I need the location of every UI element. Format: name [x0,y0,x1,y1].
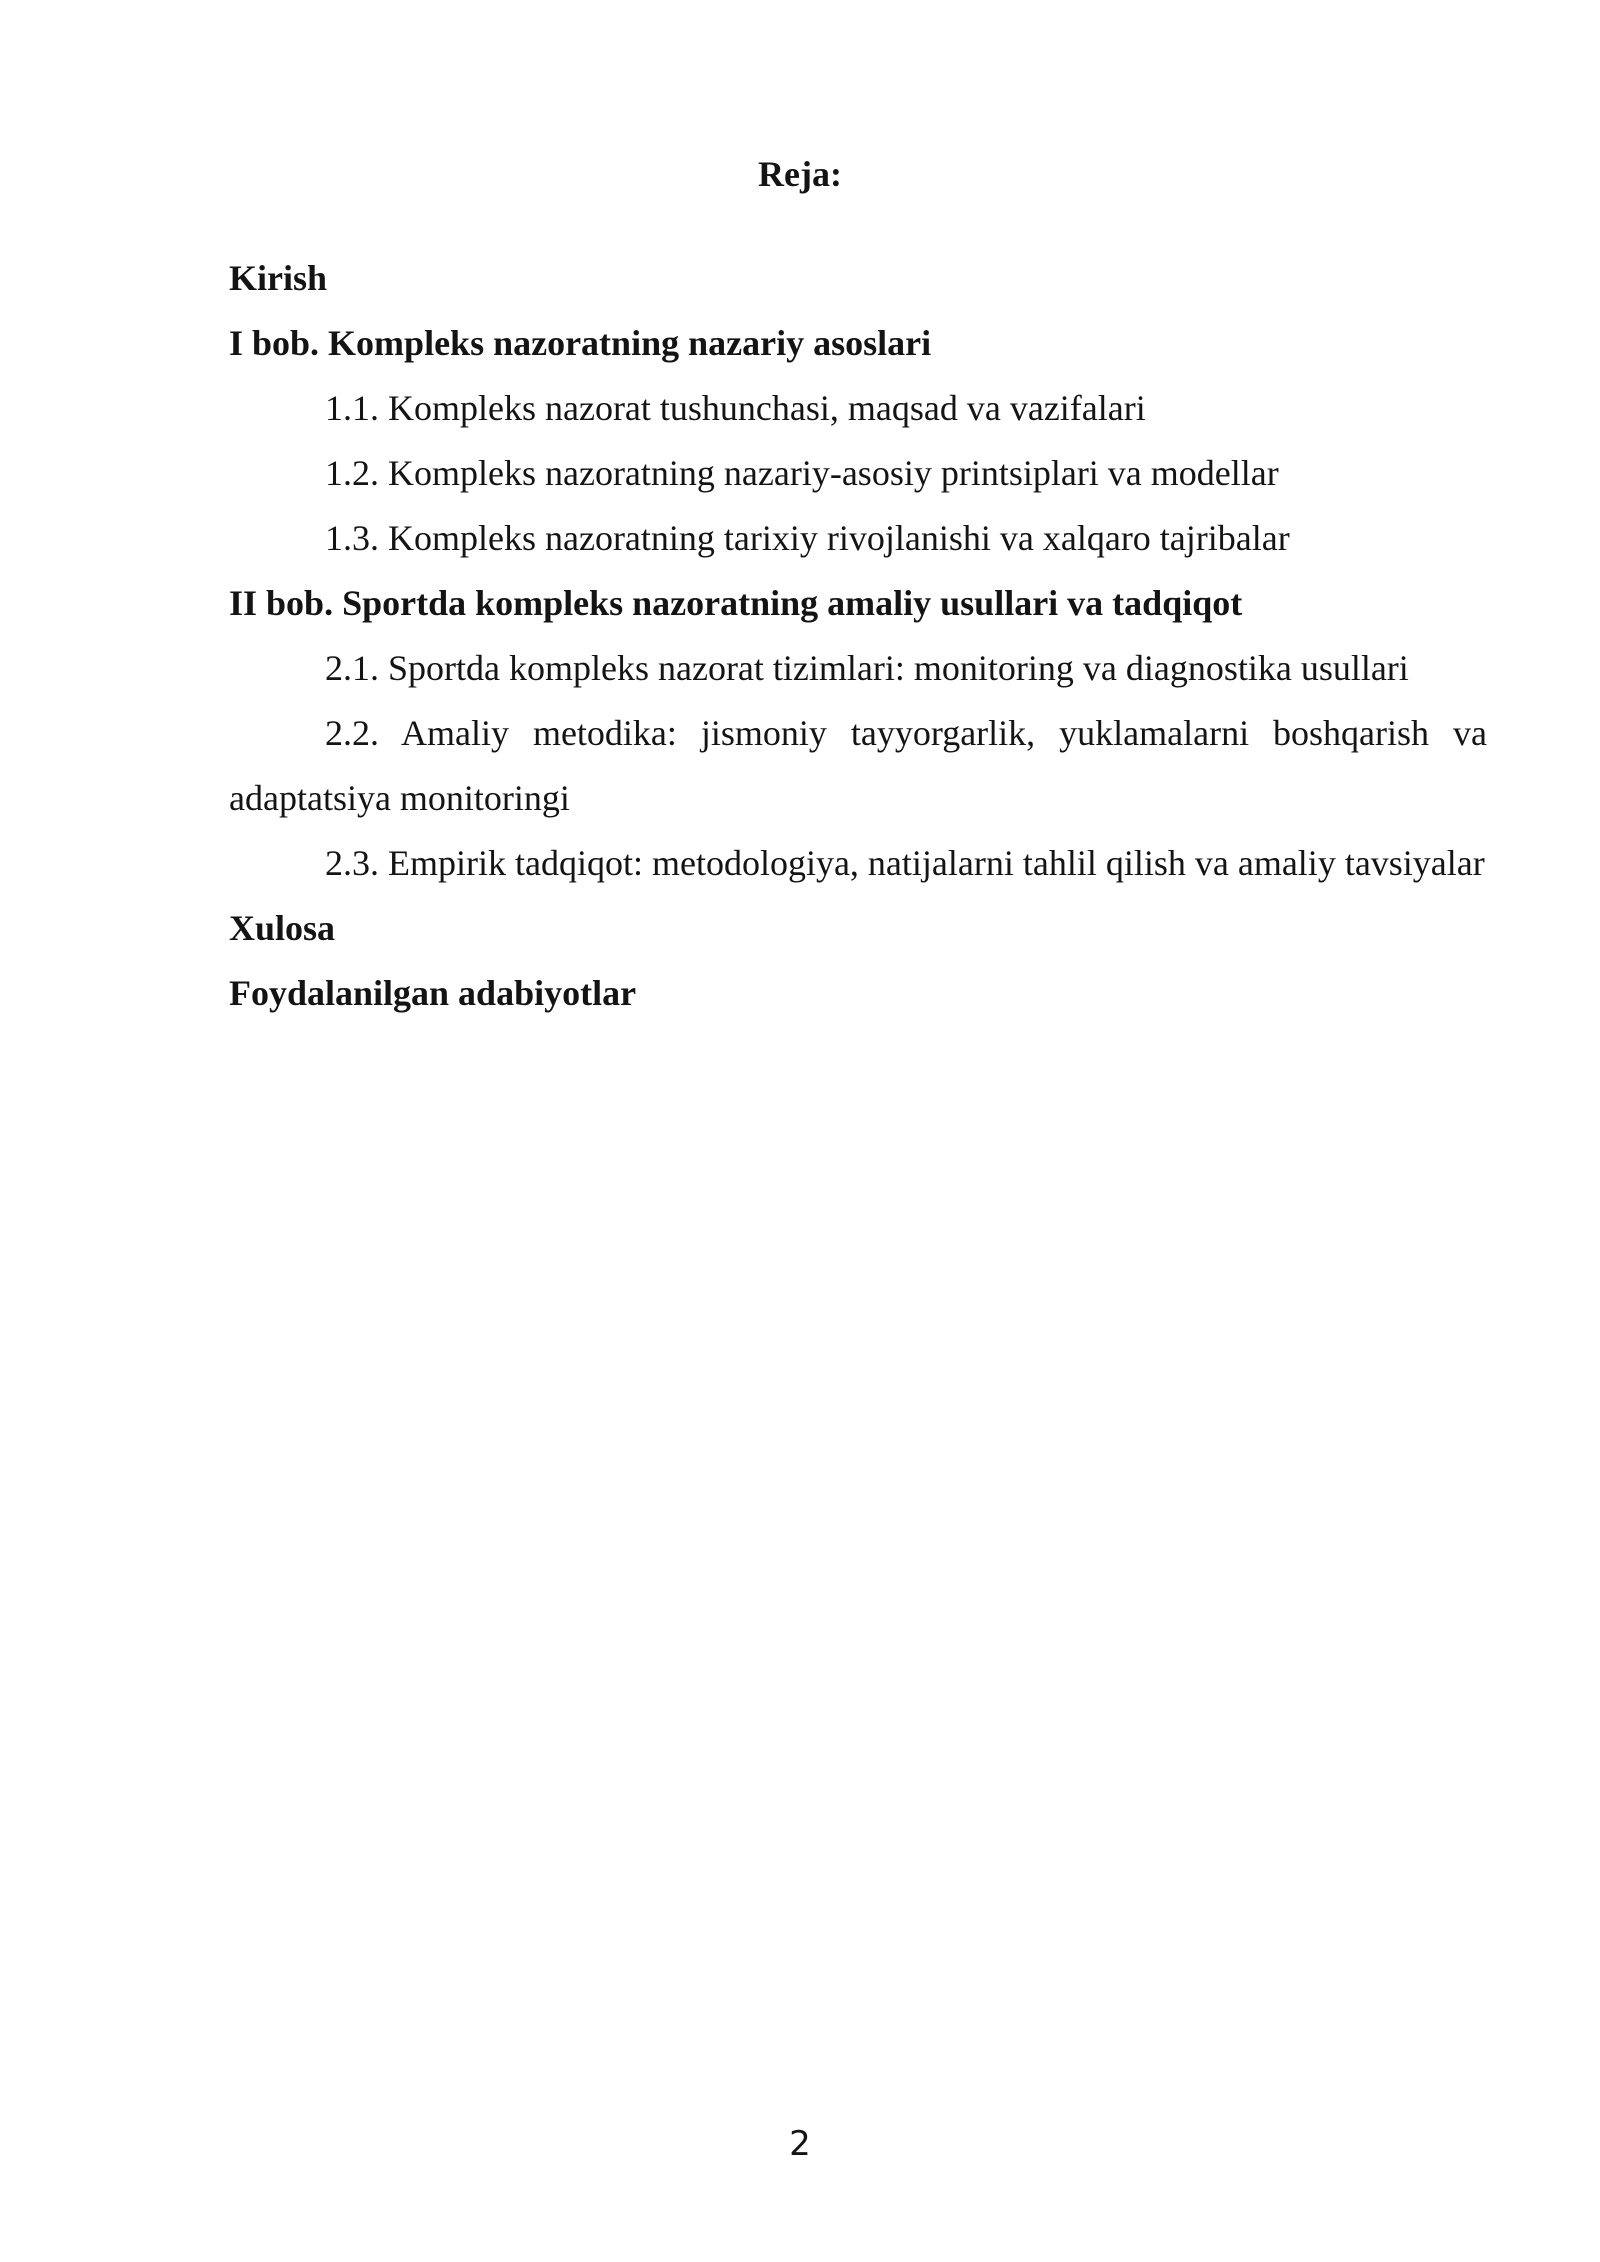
page-number: 2 [789,2124,811,2164]
toc-item-1-3: 1.3. Kompleks nazoratning tarixiy rivojlanishi va xalqaro tajribalar [325,518,1290,558]
table-of-contents [229,246,1487,1026]
toc-item-xulosa: Xulosa [229,908,336,948]
page-title: Reja: [758,154,842,194]
toc-item-kirish: Kirish [229,258,328,298]
toc-item-1-1: 1.1. Kompleks nazorat tushunchasi, maqsad va vazifalari [325,388,1146,428]
toc-item-adabiyotlar: Foydalanilgan adabiyotlar [229,973,637,1013]
toc-item-chapter-1: I bob. Kompleks nazoratning nazariy asoslari [229,323,932,363]
toc-item-chapter-2: II bob. Sportda kompleks nazoratning amaliy usullari va tadqiqot [229,583,1243,623]
toc-item-2-2: 2.2. Amaliy metodika: jismoniy tayyorgarlik, yuklamalarni boshqarish va adaptatsiya monitoringi [229,713,1487,818]
toc-item-2-1: 2.1. Sportda kompleks nazorat tizimlari: monitoring va diagnostika usullari [325,648,1409,688]
toc-item-2-3: 2.3. Empirik tadqiqot: metodologiya, natijalarni tahlil qilish va amaliy tavsiyalar [325,843,1485,883]
toc-item-1-2: 1.2. Kompleks nazoratning nazariy-asosiy printsiplari va modellar [325,453,1279,493]
